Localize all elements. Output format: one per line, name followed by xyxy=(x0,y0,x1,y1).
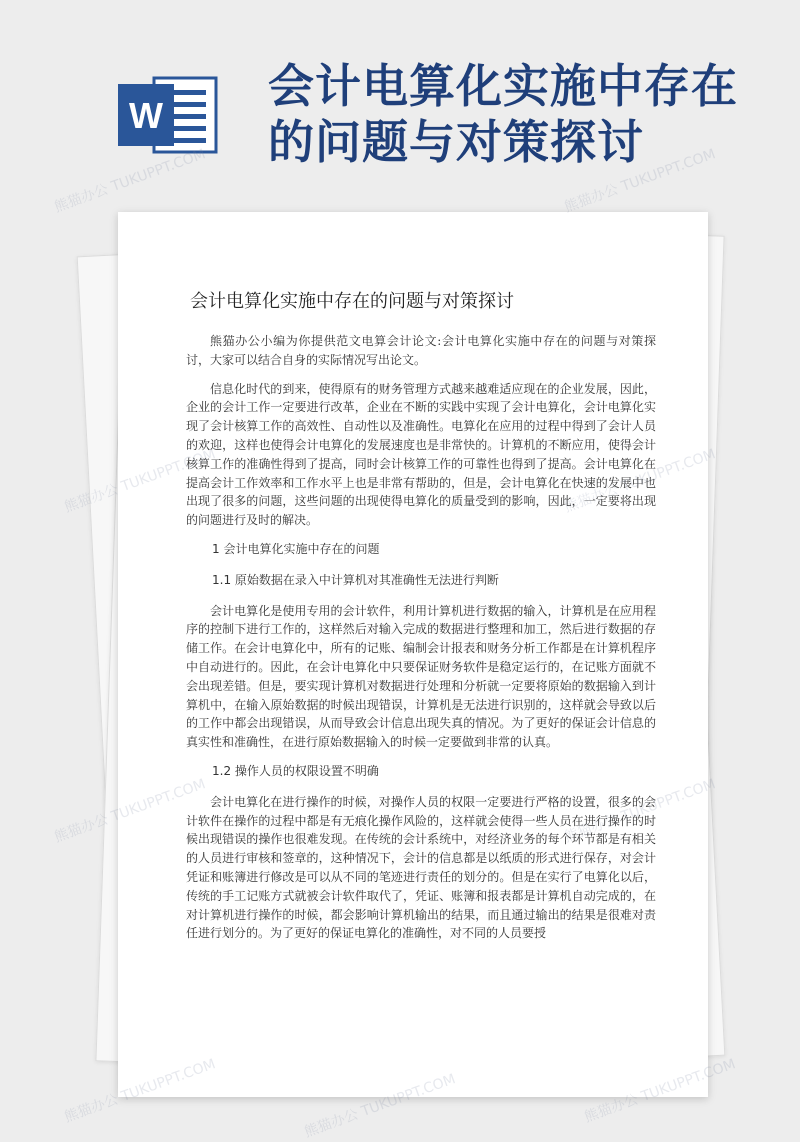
page-title xyxy=(268,58,768,170)
body-paragraph: 信息化时代的到来，使得原有的财务管理方式越来越难适应现在的企业发展，因此，企业的会计工作一定要进行改革，企业在不断的实践中实现了会计电算化，会计电算化实现了会计核算工作的高效性、自动性以及准确性。电算化在应用的过程中得到了会计人员的欢迎，这样也使得会计电算化的发展速度也是非常快的。计算机的不断应用，使得会计核算工作的准确性得到了提高，同时会计核算工作的可靠性也得到了提高。会计电算化在提高会计工作效率和工作水平上也是非常有帮助的，但是，会计电算化在快速的发展中也出现了很多的问题，这些问题的出现使得电算化的质量受到的影响，因此，一定要将出现的问题进行及时的解决。 xyxy=(186,381,656,528)
watermark-text: 熊猫办公 xyxy=(582,1091,641,1126)
document-title: 会计电算化实施中存在的问题与对策探讨 xyxy=(190,291,514,312)
document-body xyxy=(186,332,656,953)
watermark-text: 熊猫办公 TUKUPPT.COM xyxy=(562,146,718,216)
section-heading: 1.1 原始数据在录入中计算机对其准确性无法进行判断 xyxy=(212,572,499,587)
section-heading: 1 会计电算化实施中存在的问题 xyxy=(212,541,380,556)
logo-letter: W xyxy=(129,95,163,136)
body-paragraph: 熊猫办公小编为你提供范文电算会计论文:会计电算化实施中存在的问题与对策探讨，大家可以结合自身的实际情况写出论文。 xyxy=(186,334,656,367)
watermark-text: 熊猫办公 xyxy=(52,811,111,846)
watermark-text: 熊猫办公 xyxy=(62,1091,121,1126)
section-heading: 1.2 操作人员的权限设置不明确 xyxy=(212,763,379,778)
document-page xyxy=(118,212,708,1097)
header-banner xyxy=(0,0,800,200)
title-line-2: 的问题与对策探讨 xyxy=(268,115,644,169)
word-document-icon xyxy=(110,70,230,160)
body-paragraph: 会计电算化是使用专用的会计软件，利用计算机进行数据的输入，计算机是在应用程序的控制下进行工作的，这样然后对输入完成的数据进行整理和加工，然后进行数据的存储工作。在会计电算化中，所有的记账、编制会计报表和财务分析工作都是在计算机程序中自动进行的。因此，在会计电算化中只要保证财务软件是稳定运行的，在记账方面就不会出现差错。但是，要实现计算机对数据进行处理和分析就一定要将原始的数据输入到计算机中，在输入原始数据的时候出现错误，计算机是无法进行识别的，这样就会导致以后的工作中都会出现错误，从而导致会计信息出现失真的情况。为了更好的保证会计信息的真实性和准确性，在进行原始数据输入的时候一定要做到非常的认真。 xyxy=(186,603,656,750)
watermark-text: 熊猫办公 TUKUPPT.COM xyxy=(52,146,208,216)
title-line-1: 会计电算化实施中存在 xyxy=(268,59,738,113)
body-paragraph: 会计电算化在进行操作的时候，对操作人员的权限一定要进行严格的设置，很多的会计软件在操作的过程中都是有无痕化操作风险的，这样就会使得一些人员在进行操作的时候出现错误的操作也很难发现。在传统的会计系统中，对经济业务的每个环节都是有相关的人员进行审核和签章的，这种情况下，会计的信息都是以纸质的形式进行保存，对会计凭证和账簿进行修改是可以从不同的笔迹进行责任的划分的。但是在实行了电算化以后，传统的手工记账方式就被会计软件取代了，凭证、账簿和报表都是计算机自动完成的，在对计算机进行操作的时候，都会影响计算机输出的结果，而且通过输出的结果是很难对责任进行划分的。为了更好的保证电算化的准确性，对不同的人员要授 xyxy=(186,794,656,941)
watermark-text: 熊猫办公 TUKUPPT.COM xyxy=(302,1071,458,1141)
